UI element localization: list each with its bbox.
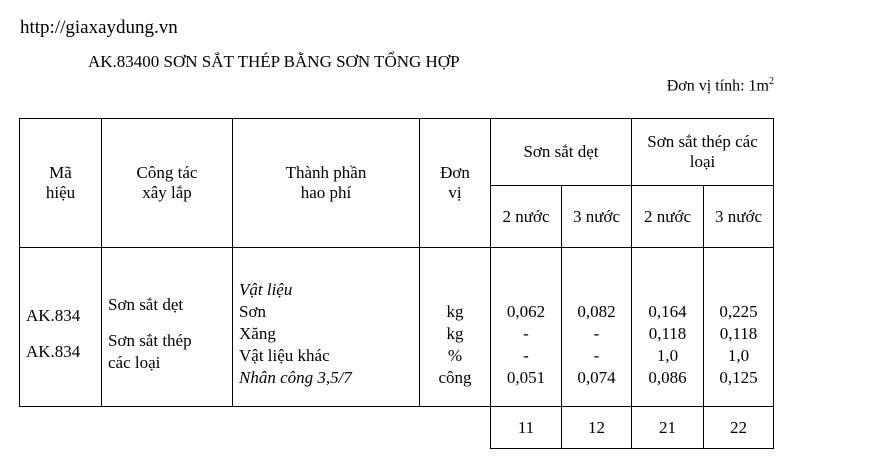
footer-code-22: 22: [704, 407, 774, 449]
component-nhan-cong: Nhân công 3,5/7: [239, 368, 352, 387]
component-xang: Xăng: [239, 324, 276, 343]
header-don-vi: Đơn vị: [420, 119, 491, 248]
footer-code-12: 12: [562, 407, 632, 449]
subheader-3-nuoc: 3 nước: [704, 186, 774, 248]
header-cong-tac: Công tác xây lắp: [102, 119, 233, 248]
work-2: Sơn sắt thép: [108, 331, 192, 350]
footer-spacer: [20, 407, 491, 449]
subheader-3-nuoc: 3 nước: [562, 186, 632, 248]
header-group-son-sat-det: Sơn sắt dẹt: [491, 119, 632, 186]
component-son: Sơn: [239, 302, 266, 321]
unit-vat-lieu-khac: %: [447, 346, 463, 365]
unit-son: kg: [446, 302, 464, 321]
code-2: AK.834: [26, 342, 81, 361]
unit-nhan-cong: công: [438, 368, 472, 387]
units-cell: [420, 248, 491, 407]
code-1: AK.834: [26, 306, 81, 325]
values-col-22: 0,225 0,118 1,0 0,125: [704, 248, 774, 407]
header-thanh-phan: Thành phần hao phí: [233, 119, 420, 248]
codes-cell: [20, 248, 102, 407]
components-cell: [233, 248, 420, 407]
page-title: AK.83400 SƠN SẮT THÉP BẰNG SƠN TỔNG HỢP: [88, 52, 460, 71]
component-vat-lieu: Vật liệu: [239, 280, 293, 299]
values-col-12: 0,082 - - 0,074: [562, 248, 632, 407]
header-group-son-sat-thep: Sơn sắt thép các loại: [632, 119, 774, 186]
work-1: Sơn sắt dẹt: [108, 295, 184, 314]
values-col-11: 0,062 - - 0,051: [491, 248, 562, 407]
values-col-21: 0,164 0,118 1,0 0,086: [632, 248, 704, 407]
subheader-2-nuoc: 2 nước: [491, 186, 562, 248]
component-vat-lieu-khac: Vật liệu khác: [239, 346, 330, 365]
works-cell: [102, 248, 233, 407]
site-url: http://giaxaydung.vn: [20, 17, 178, 38]
unit-xang: kg: [446, 324, 464, 343]
work-2-cont: các loại: [108, 353, 161, 372]
footer-code-11: 11: [491, 407, 562, 449]
norm-table: [19, 118, 774, 449]
footer-code-21: 21: [632, 407, 704, 449]
subheader-2-nuoc: 2 nước: [632, 186, 704, 248]
unit-label: Đơn vị tính: $1m^2$: [666, 76, 774, 95]
header-ma-hieu: Mã hiệu: [20, 119, 102, 248]
